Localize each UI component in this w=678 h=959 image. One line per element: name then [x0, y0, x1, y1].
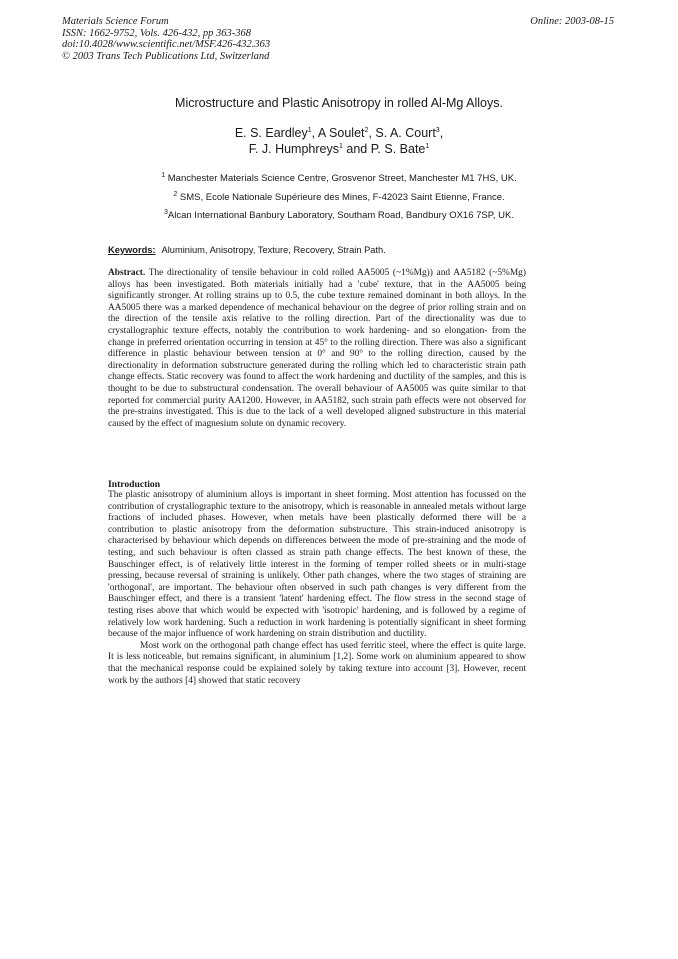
- introduction-section: [108, 490, 526, 687]
- author-line-1: [0, 125, 678, 141]
- affiliation-1: [0, 170, 678, 189]
- affiliation-sup: 2: [173, 190, 178, 198]
- affiliation-3: [0, 207, 678, 226]
- introduction-paragraph-1: The plastic anisotropy of aluminium alloys is important in sheet forming. Most attention has focussed on the contribution of crystallographic texture to the anisotropy, which is reasonable in annealed metals without large fractions of included phases. However, when metals have been plastically deformed there will be a contribution to plastic anisotropy from the deformation substructure. This strain-induced anisotropy is characterised by behaviour which depends on differences between the mode of pre-straining and the mode of testing, and such behaviour is often classed as strain path change effects. The best known of these, the Bauschinger effect, is of relatively little interest in the forming of temper rolled sheets or in multi-stage pressing, because reversal of straining is unlikely. Other path changes, where the two stages of straining are 'orthogonal', are important. The behaviour often observed in such path changes is very different from the Bauschinger effect, and there is a transient 'latent' hardening effect. The flow stress in the second stage of testing rises above that which would be expected with 'isotropic' hardening, and is followed by a regime of relatively low work hardening. Such a reduction in work hardening is potentially significant in sheet forming because of the major influence of work hardening on strain distribution and ductility.: [108, 490, 526, 640]
- affiliation-text: Manchester Materials Science Centre, Grosvenor Street, Manchester M1 7HS, UK.: [165, 173, 517, 184]
- doi-line[interactable]: doi:10.4028/www.scientific.net/MSF.426-432.363: [62, 39, 271, 50]
- online-date: Online: 2003-08-15: [530, 16, 614, 27]
- author-sup: 1: [339, 142, 343, 150]
- copyright-line: © 2003 Trans Tech Publications Ltd, Switzerland: [62, 50, 270, 62]
- author-separator: ,: [439, 126, 444, 140]
- author-bate: and P. S. Bate: [342, 142, 426, 156]
- affiliation-sup: 1: [161, 171, 166, 179]
- affiliation-text: SMS, Ecole Nationale Supérieure des Mines, F-42023 Saint Etienne, France.: [177, 191, 505, 203]
- affiliation-sup: 3: [164, 208, 168, 216]
- journal-header: [62, 16, 270, 62]
- affiliation-2: [0, 189, 678, 208]
- author-humphreys: F. J. Humphreys: [248, 142, 339, 156]
- author-line-2: [0, 141, 678, 157]
- author-sup: 2: [364, 126, 369, 134]
- journal-name: Materials Science Forum: [62, 16, 169, 27]
- abstract-text: The directionality of tensile behaviour in cold rolled AA5005 (~1%Mg)) and AA5182 (~5%Mg) alloys has been investigated. Both materials initially had a 'cube' texture, that in the AA5005 being significantly stronger. At rolling strains up to 0.5, the cube texture remained dominant in both alloys. In the AA5005 there was a marked dependence of mechanical behaviour on the degree of prior rolling strain and on the direction of the tensile axis relative to the rolling direction. Part of the directionality was due to crystallographic texture effects, notably the contribution to work hardening- and so elongation- from the change in preferred orientation occurring in tension at 45° to the rolling direction. There was also a significant difference in plastic behaviour between tension at 0° and 90° to the rolling direction, caused by the directionality in deformation substructure generated during the rolling which led to characteristic strain path change effects. Static recovery was found to affect the work hardening and ductility of the samples, and this is thought to be due to substructural condensation. The overall behaviour of AA5005 was quite similar to that reported for commercial purity AA1200. However, in AA5182, such strain path effects were not observed for the pre-strains investigated. This is due to the lack of a well developed aligned substructure in this material caused by the effect of magnesium solute on dynamic recovery.: [108, 268, 526, 429]
- keywords-label: Keywords:: [108, 245, 156, 255]
- author-court: , S. A. Court: [368, 126, 436, 140]
- abstract-label: Abstract.: [108, 268, 146, 278]
- introduction-heading: Introduction: [108, 479, 161, 490]
- paper-title: Microstructure and Plastic Anisotropy in rolled Al-Mg Alloys.: [175, 96, 503, 110]
- author-sup: 3: [435, 126, 440, 134]
- issn-line: ISSN: 1662-9752, Vols. 426-432, pp 363-368: [62, 27, 251, 39]
- author-soulet: , A Soulet: [311, 126, 365, 140]
- keywords-text: Aluminium, Anisotropy, Texture, Recovery, Strain Path.: [161, 245, 386, 255]
- abstract-paragraph: [108, 268, 526, 430]
- introduction-paragraph-2: Most work on the orthogonal path change effect has used ferritic steel, where the effect is quite large. It is less noticeable, but remains significant, in aluminium [1,2]. Some work on aluminium appeared to show that the mechanical response could be explained solely by taking texture into account [3]. However, recent work by the authors [4] showed that static recovery: [108, 640, 526, 686]
- author-sup: 1: [425, 142, 430, 150]
- affiliation-text: Alcan International Banbury Laboratory, Southam Road, Bandbury OX16 7SP, UK.: [167, 210, 514, 221]
- author-eardley: E. S. Eardley: [234, 126, 308, 140]
- keywords-line: [108, 245, 386, 255]
- affiliation-list: [0, 170, 678, 226]
- author-sup: 1: [307, 126, 312, 134]
- author-list: [0, 125, 678, 157]
